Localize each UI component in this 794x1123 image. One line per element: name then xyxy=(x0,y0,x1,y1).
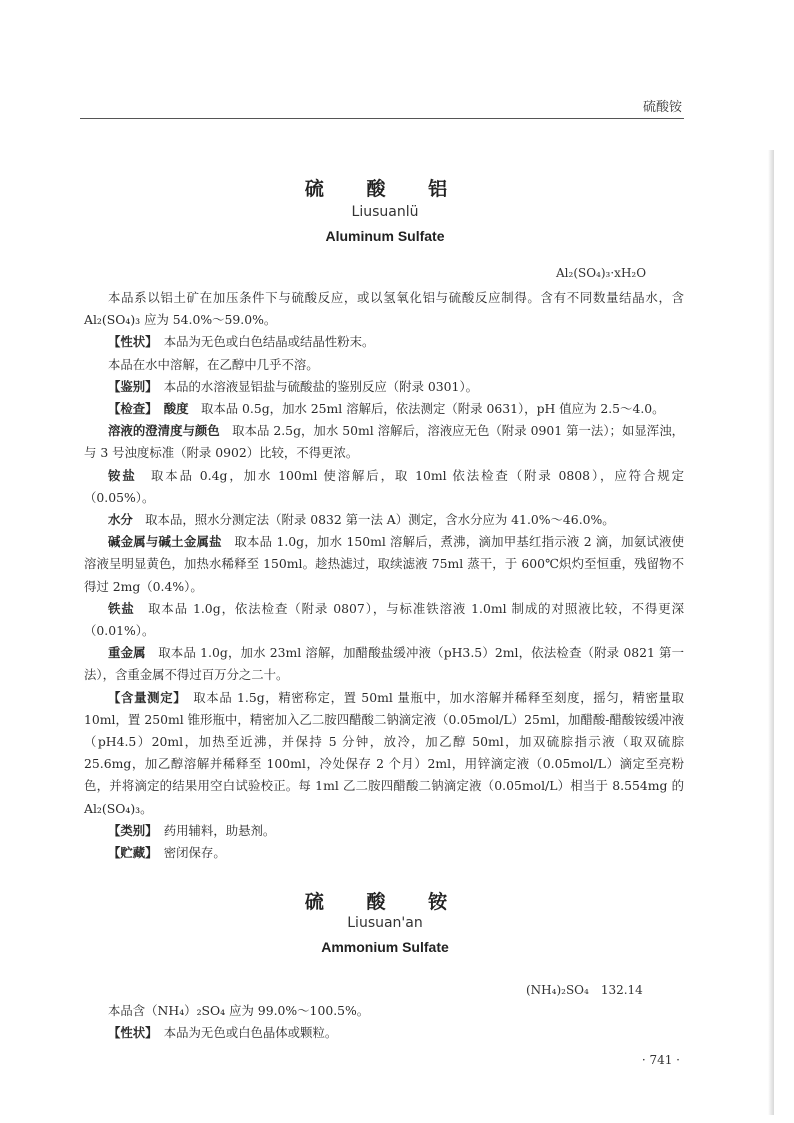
storage-label: 【贮藏】 xyxy=(108,845,152,861)
entry1-body xyxy=(84,287,684,864)
entry1-iron: 铁盐 取本品 1.0g，依法检查（附录 0807），与标准铁溶液 1.0ml 制成的对照液比较，不得更深（0.01%）。 xyxy=(84,600,685,639)
entry1-heavy-metals: 重金属 取本品 1.0g，加水 23ml 溶解，加醋酸盐缓冲液（pH3.5）2ml，依法检查（附录 0821 第一法），含重金属不得过百万分之二十。 xyxy=(84,645,684,683)
water-label: 水分 xyxy=(108,512,133,528)
entry1-intro: 本品系以铝土矿在加压条件下与硫酸反应，或以氢氧化铝与硫酸反应制得。含有不同数量结晶水，含 Al₂(SO₄)₃ 应为 54.0%～59.0%。 xyxy=(84,290,684,328)
entry1-solubility: 本品在水中溶解，在乙醇中几乎不溶。 xyxy=(108,356,319,372)
clarity-label: 溶液的澄清度与颜色 xyxy=(108,423,220,439)
entry1-assay: 【含量测定】 取本品 1.5g，精密称定，置 50ml 量瓶中，加水溶解并稀释至刻度，摇匀，精密量取 10ml，置 250ml 锥形瓶中，精密加入乙二胺四醋酸二钠滴定液（0.05mol/L）25ml，加醋酸-醋酸铵缓冲液（pH4.5）20ml，加热至近沸，并保持 5 分钟，放冷，加乙醇 50ml，加双硫腙指示液（取双硫腙 25.6mg，加乙醇溶解并稀释至 100ml，冷处保存 2 个月）2ml，用锌滴定液（0.05mol/L）滴定至亮粉色，并将滴定的结果用空白试验校正。每 1ml 乙二胺四醋酸二钠滴定液（0.05mol/L）相当于 8.554mg 的 Al₂(SO₄)₃。 xyxy=(84,689,684,816)
entry1-title-en: Aluminum Sulfate xyxy=(325,228,445,244)
ammonium-label: 铵盐 xyxy=(108,467,137,483)
page-number: · 741 · xyxy=(641,1053,680,1067)
category-label: 【类别】 xyxy=(108,822,152,838)
alkali-label: 碱金属与碱土金属盐 xyxy=(108,534,222,550)
tests-label: 【检查】 xyxy=(108,401,152,417)
entry1-identification: 【鉴别】 本品的水溶液显铝盐与硫酸盐的鉴别反应（附录 0301）。 xyxy=(108,378,479,394)
header-rule xyxy=(80,118,684,119)
entry2-character-label: 【性状】 xyxy=(108,1025,152,1041)
entry1-acidity: 【检查】 酸度 取本品 0.5g，加水 25ml 溶解后，依法测定（附录 0631），pH 值应为 2.5～4.0。 xyxy=(108,401,665,417)
entry2-body xyxy=(84,1000,684,1044)
iron-label: 铁盐 xyxy=(108,600,135,616)
entry2-character: 【性状】 本品为无色或白色晶体或颗粒。 xyxy=(108,1025,338,1041)
entry1-alkali: 碱金属与碱土金属盐 取本品 1.0g，加水 150ml 溶解后，煮沸，滴加甲基红指示液 2 滴，加氨试液使溶液呈明显黄色，加热水稀释至 150ml。趁热滤过，取续滤液 75ml 蒸干，于 600℃炽灼至恒重，残留物不得过 2mg（0.4%）。 xyxy=(84,534,685,594)
entry1-category: 【类别】 药用辅料，助悬剂。 xyxy=(108,822,276,838)
character-label: 【性状】 xyxy=(108,334,152,350)
entry2-content: 本品含（NH₄）₂SO₄ 应为 99.0%～100.5%。 xyxy=(108,1003,370,1018)
entry1-character: 【性状】 本品为无色或白色结晶或结晶性粉末。 xyxy=(108,334,375,350)
entry1-ammonium: 铵盐 取本品 0.4g，加水 100ml 使溶解后，取 10ml 依法检查（附录 0808），应符合规定（0.05%）。 xyxy=(84,467,685,505)
entry2-title-en: Ammonium Sulfate xyxy=(321,939,449,955)
entry1-pinyin: Liusuanlü xyxy=(351,204,419,220)
entry1-clarity: 溶液的澄清度与颜色 取本品 2.5g，加水 50ml 溶解后，溶液应无色（附录 0901 第一法）；如显浑浊，与 3 号浊度标准（附录 0902）比较，不得更浓。 xyxy=(84,423,685,461)
running-head: 硫酸铵 xyxy=(642,100,682,115)
entry2-title-cn: 硫 酸 铵 xyxy=(304,891,466,913)
entry1-formula: Al₂(SO₄)₃·xH₂O xyxy=(556,266,647,280)
entry1-title-cn: 硫 酸 铝 xyxy=(304,178,466,200)
assay-label: 【含量测定】 xyxy=(108,689,181,705)
entry2-pinyin: Liusuan'an xyxy=(347,915,423,931)
entry1-storage: 【贮藏】 密闭保存。 xyxy=(108,845,226,861)
entry1-water: 水分 取本品，照水分测定法（附录 0832 第一法 A）测定，含水分应为 41.0%～46.0%。 xyxy=(108,512,615,528)
entry2-formula: (NH₄)₂SO₄ 132.14 xyxy=(526,983,643,997)
heavy-metals-label: 重金属 xyxy=(108,645,146,661)
page-edge-shadow xyxy=(768,150,774,1115)
identification-label: 【鉴别】 xyxy=(108,378,152,394)
acidity-label: 酸度 xyxy=(163,401,189,417)
